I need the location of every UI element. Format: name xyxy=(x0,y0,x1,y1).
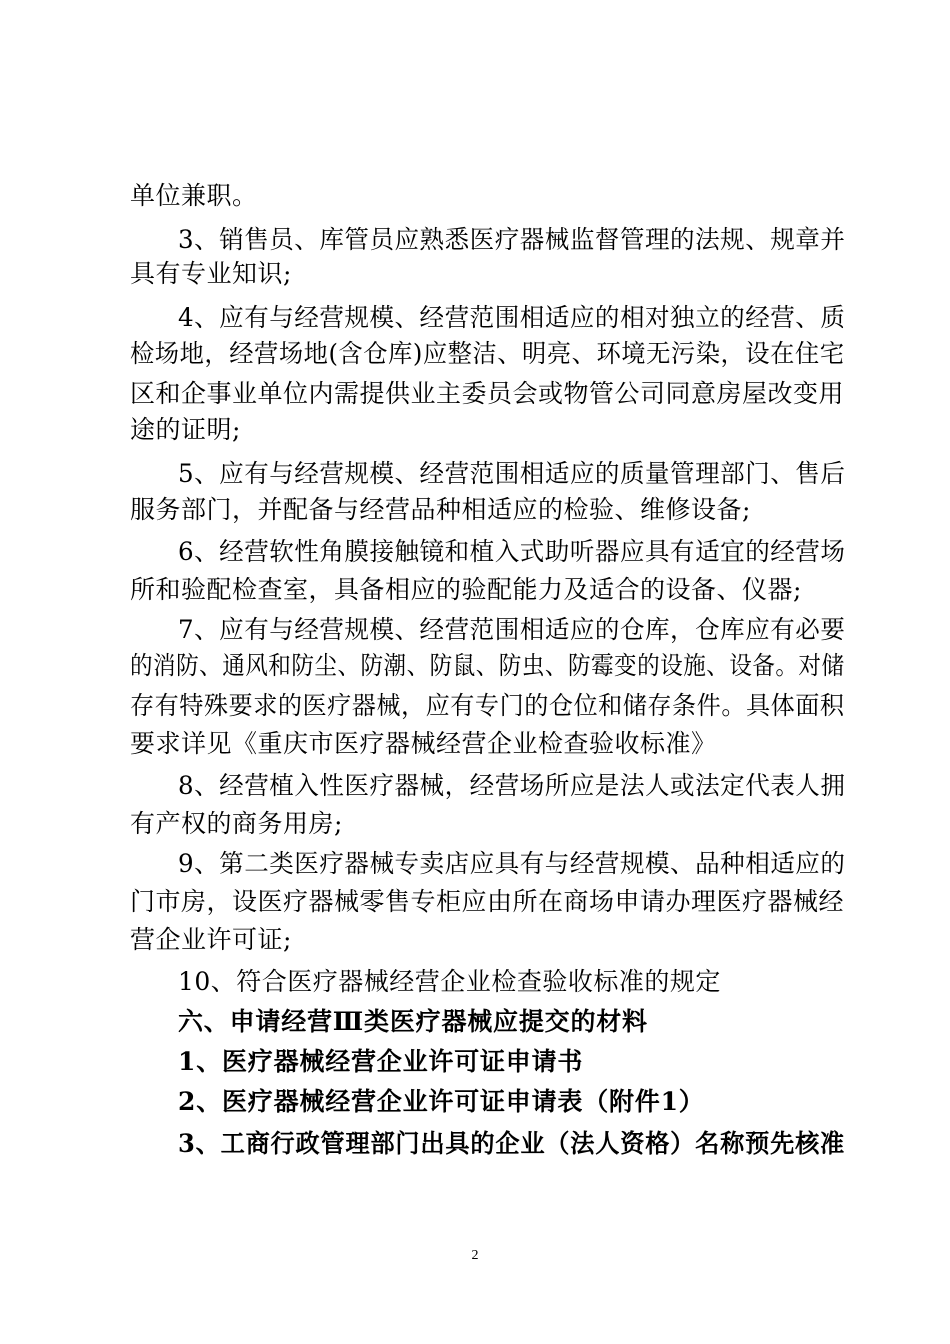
text-line: 单位兼职。 xyxy=(130,181,258,210)
text-line: 8、经营植入性医疗器械，经营场所应是法人或法定代表人拥 xyxy=(178,771,846,800)
text-line: 要求详见《重庆市医疗器械经营企业检查验收标准》 xyxy=(130,729,717,758)
text-line: 存有特殊要求的医疗器械，应有专门的仓位和储存条件。具体面积 xyxy=(130,691,845,720)
text-line: 10、符合医疗器械经营企业检查验收标准的规定 xyxy=(178,967,721,996)
text-line: 区和企事业单位内需提供业主委员会或物管公司同意房屋改变用 xyxy=(130,379,845,408)
text-line: 6、经营软性角膜接触镜和植入式助听器应具有适宜的经营场 xyxy=(178,537,846,566)
text-line: 7、应有与经营规模、经营范围相适应的仓库，仓库应有必要 xyxy=(178,615,846,644)
text-line: 具有专业知识; xyxy=(130,259,292,288)
text-line: 营企业许可证; xyxy=(130,925,292,954)
text-line: 3、销售员、库管员应熟悉医疗器械监督管理的法规、规章并 xyxy=(178,225,846,254)
text-line: 有产权的商务用房; xyxy=(130,809,343,838)
text-line: 5、应有与经营规模、经营范围相适应的质量管理部门、售后 xyxy=(178,459,846,488)
text-line: 9、第二类医疗器械专卖店应具有与经营规模、品种相适应的 xyxy=(178,849,846,878)
text-line: 所和验配检查室，具备相应的验配能力及适合的设备、仪器; xyxy=(130,575,802,604)
text-line: 的消防、通风和防尘、防潮、防鼠、防虫、防霉变的设施、设备。对储 xyxy=(130,651,845,680)
list-item: 1、医疗器械经营企业许可证申请书 xyxy=(178,1047,584,1076)
page-number: 2 xyxy=(471,1248,479,1263)
text-line: 服务部门，并配备与经营品种相适应的检验、维修设备; xyxy=(130,495,751,524)
list-item: 3、工商行政管理部门出具的企业（法人资格）名称预先核准 xyxy=(178,1129,846,1158)
text-line: 途的证明; xyxy=(130,415,241,444)
list-item: 2、医疗器械经营企业许可证申请表（附件1） xyxy=(178,1087,705,1116)
text-line: 检场地，经营场地(含仓库)应整洁、明亮、环境无污染，设在住宅 xyxy=(130,339,845,368)
section-heading: 六、申请经营Ⅲ类医疗器械应提交的材料 xyxy=(178,1007,648,1036)
text-line: 门市房，设医疗器械零售专柜应由所在商场申请办理医疗器械经 xyxy=(130,887,845,916)
text-line: 4、应有与经营规模、经营范围相适应的相对独立的经营、质 xyxy=(178,303,846,332)
